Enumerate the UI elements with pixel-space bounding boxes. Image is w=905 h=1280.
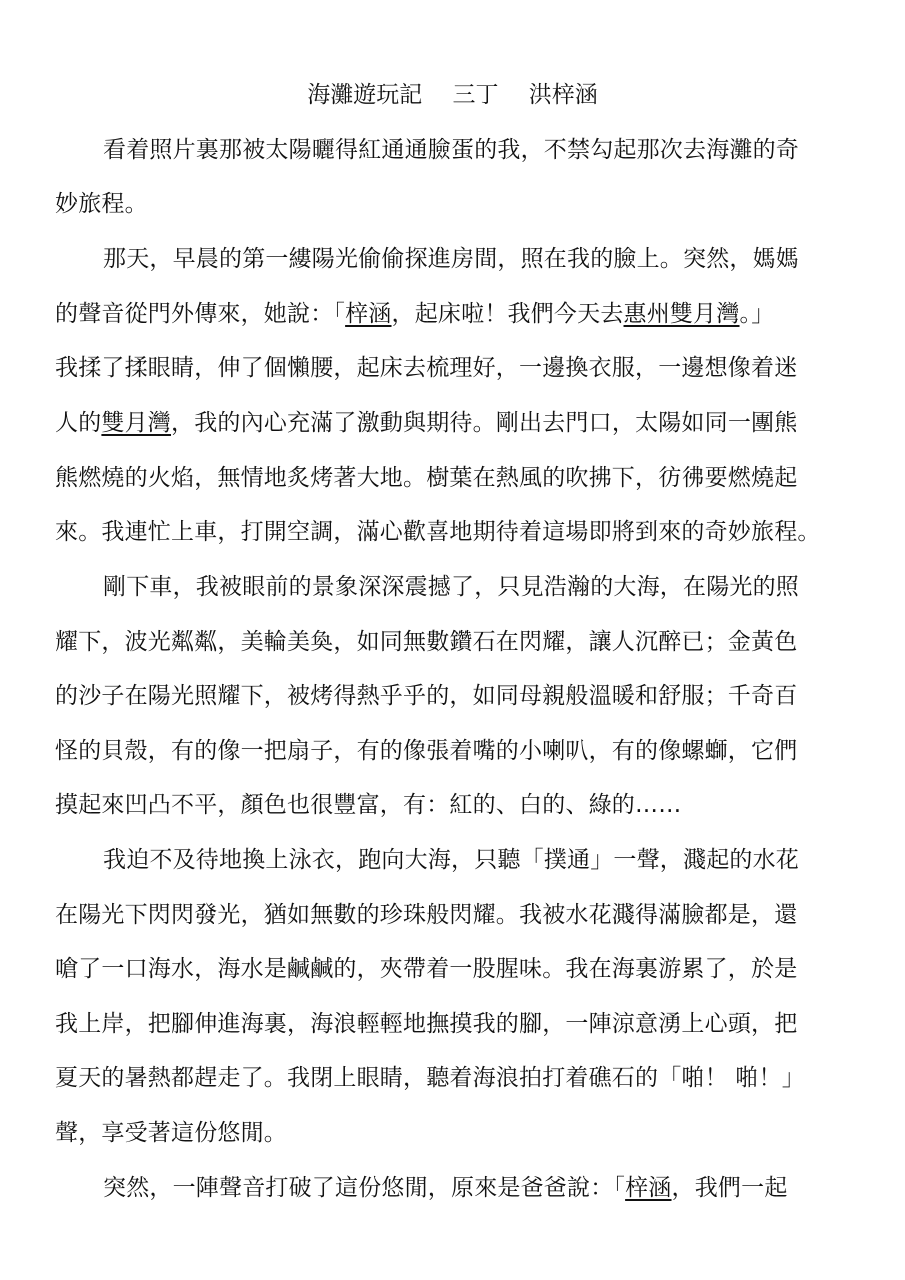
paragraph-line: 那天，早晨的第一縷陽光偷偷探進房間，照在我的臉上。突然，媽媽 (103, 246, 799, 272)
paragraph-line: 剛下車，我被眼前的景象深深震撼了，只見浩瀚的大海，在陽光的照 (103, 574, 799, 600)
paragraph-line: 摸起來凹凸不平，顏色也很豐富，有：紅的、白的、綠的…… (55, 792, 682, 818)
paragraph-line: 我迫不及待地換上泳衣，跑向大海，只聽「撲通」一聲，濺起的水花 (103, 847, 799, 873)
underlined-name: 梓涵 (625, 1175, 672, 1201)
paragraph-line: 夏天的暑熱都趕走了。我閉上眼睛，聽着海浪拍打着礁石的「啪！ 啪！」 (55, 1065, 805, 1091)
paragraph-line: 怪的貝殼，有的像一把扇子，有的像張着嘴的小喇叭，有的像螺螄，它們 (55, 738, 798, 764)
paragraph-line: 人的雙月灣，我的內心充滿了激動與期待。剛出去門口，太陽如同一團熊 (55, 410, 798, 436)
paragraph-line: 的沙子在陽光照耀下，被烤得熱乎乎的，如同母親般溫暖和舒服；千奇百 (55, 683, 798, 709)
paragraph-line: 看着照片裏那被太陽曬得紅通通臉蛋的我，不禁勾起那次去海灘的奇 (103, 137, 799, 163)
paragraph-line: 耀下，波光粼粼，美輪美奐，如同無數鑽石在閃耀，讓人沉醉已；金黃色 (55, 629, 798, 655)
paragraph-line: 我揉了揉眼睛，伸了個懶腰，起床去梳理好，一邊換衣服，一邊想像着迷 (55, 355, 798, 381)
paragraph-line: 熊燃燒的火焰，無情地炙烤著大地。樹葉在熱風的吹拂下，彷彿要燃燒起 (55, 465, 798, 491)
paragraph-line: 嗆了一口海水，海水是鹹鹹的，夾帶着一股腥味。我在海裏游累了，於是 (55, 956, 798, 982)
paragraph-line: 的聲音從門外傳來，她說：「梓涵，起床啦！我們今天去惠州雙月灣。」 (55, 301, 775, 327)
paragraph-line: 聲，享受著這份悠閒。 (55, 1120, 287, 1146)
underlined-place: 雙月灣 (101, 410, 172, 436)
paragraph-line: 妙旅程。 (55, 191, 148, 217)
paragraph-line: 來。我連忙上車，打開空調，滿心歡喜地期待着這場即將到來的奇妙旅程。 (55, 519, 821, 545)
paragraph-line: 在陽光下閃閃發光，猶如無數的珍珠般閃耀。我被水花濺得滿臉都是，還 (55, 902, 798, 928)
underlined-name: 梓涵 (345, 301, 392, 327)
document-title: 海灘遊玩記 三丁 洪梓涵 (307, 82, 598, 108)
paragraph-line: 突然，一陣聲音打破了這份悠閒，原來是爸爸說：「梓涵，我們一起 (103, 1175, 788, 1201)
underlined-place: 惠州雙月灣 (623, 301, 740, 327)
paragraph-line: 我上岸，把腳伸進海裏，海浪輕輕地撫摸我的腳，一陣涼意湧上心頭，把 (55, 1011, 798, 1037)
